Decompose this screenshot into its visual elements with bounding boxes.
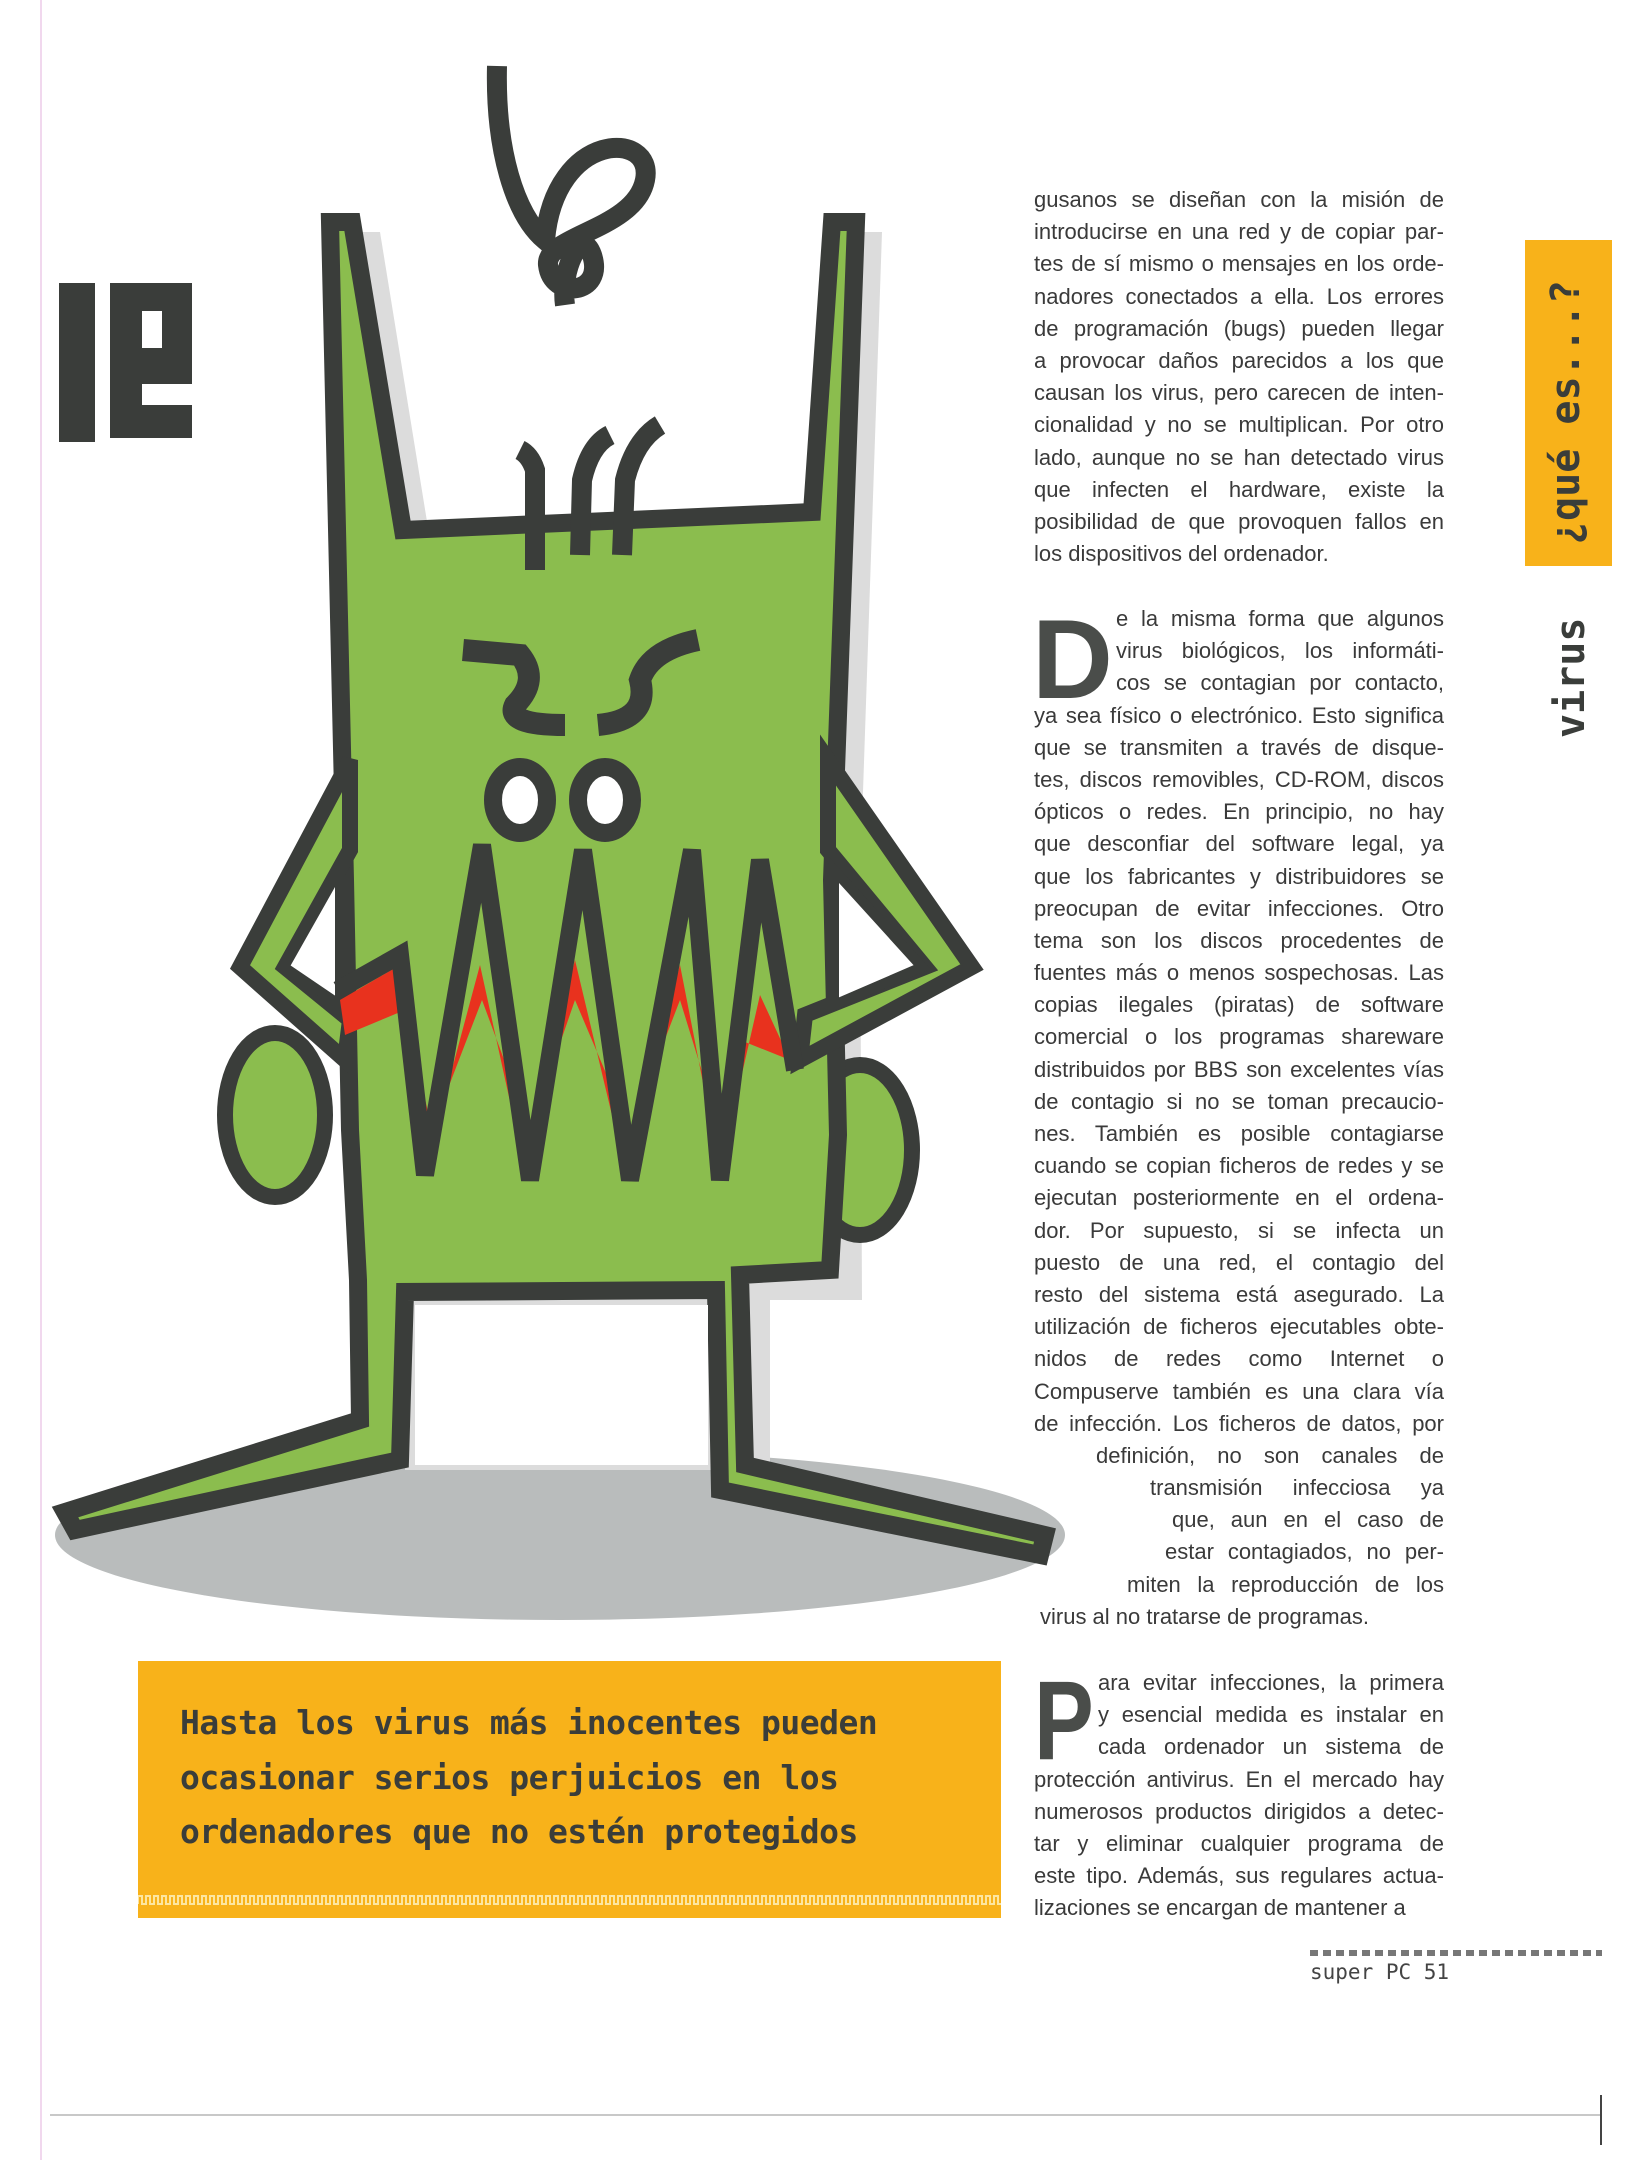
section-name: virus (1548, 617, 1594, 738)
text-line: causan los virus, pero carecen de inten- (1034, 380, 1444, 406)
body-paragraph-2 (1032, 597, 1444, 1633)
text-line: ópticos o redes. En principio, no hay (1034, 799, 1444, 825)
text-line: de infección. Los ficheros de datos, por (1034, 1410, 1444, 1436)
dropcap-d: D (1032, 597, 1113, 722)
leg-gap (415, 1305, 708, 1465)
left-eye (493, 767, 547, 833)
text-line: puesto de una red, el contagio del (1034, 1249, 1444, 1275)
text-line: transmisión infecciosa ya (1150, 1475, 1444, 1501)
text-line: tes, discos removibles, CD-ROM, discos (1034, 766, 1444, 792)
text-line: posibilidad de que provoquen fallos en (1034, 508, 1444, 534)
text-line: a provocar daños parecidos a los que (1034, 347, 1444, 373)
left-hip (225, 1033, 325, 1197)
section-tab (1525, 240, 1612, 566)
text-line: virus biológicos, los informáti- (1116, 638, 1444, 664)
text-line: este tipo. Además, sus regulares actua- (1034, 1863, 1444, 1889)
text-line: los dispositivos del ordenador. (1034, 541, 1329, 567)
text-line: protección antivirus. En el mercado hay (1034, 1766, 1444, 1792)
text-line: copias ilegales (piratas) de software (1034, 992, 1444, 1018)
text-line: cos se contagian por contacto, (1116, 670, 1444, 696)
text-line: preocupan de evitar infecciones. Otro (1034, 895, 1444, 921)
pull-quote-line: ocasionar serios perjuicios en los (180, 1758, 839, 1797)
text-line: e la misma forma que algunos (1116, 606, 1444, 631)
pull-quote (138, 1661, 1001, 1918)
text-line: que desconfiar del software legal, ya (1034, 831, 1444, 857)
text-line: Compuserve también es una clara vía (1034, 1378, 1444, 1404)
text-line: cuando se copian ficheros de redes y se (1034, 1153, 1444, 1179)
text-line: de contagio si no se toman precaucio- (1034, 1088, 1444, 1114)
text-line: utilización de ficheros ejecutables obte- (1034, 1314, 1444, 1340)
text-line: que infecten el hardware, existe la (1034, 476, 1444, 502)
text-line: estar contagiados, no per- (1165, 1539, 1444, 1565)
text-line: lado, aunque no se han detectado virus (1034, 444, 1444, 470)
text-line: nes. También es posible contagiarse (1034, 1121, 1444, 1146)
text-line: dor. Por supuesto, si se infecta un (1034, 1217, 1444, 1243)
text-line: tar y eliminar cualquier programa de (1034, 1830, 1444, 1856)
right-eye (578, 767, 632, 833)
text-line: comercial o los programas shareware (1034, 1024, 1444, 1050)
text-line: resto del sistema está asegurado. La (1034, 1281, 1444, 1307)
section-tab-label: ¿qué es...? (1543, 280, 1589, 545)
text-line: lizaciones se encargan de mantener a (1034, 1895, 1406, 1921)
pull-quote-line: ordenadores que no estén protegidos (180, 1812, 858, 1851)
page-edge-bottom (50, 2114, 1600, 2116)
wave-border (138, 1893, 1001, 1907)
text-line: virus al no tratarse de programas. (1040, 1603, 1369, 1629)
text-line: miten la reproducción de los (1127, 1571, 1444, 1597)
text-line: gusanos se diseñan con la misión de (1034, 187, 1444, 212)
text-line: introducirse en una red y de copiar par- (1034, 219, 1444, 245)
pull-quote-line: Hasta los virus más inocentes pueden (180, 1703, 878, 1742)
page-folio: super PC 51 (1310, 1960, 1450, 1984)
text-line: cionalidad y no se multiplican. Por otro (1034, 412, 1444, 438)
text-line: que, aun en el caso de (1172, 1507, 1444, 1533)
text-line: ejecutan posteriormente en el ordena- (1034, 1185, 1444, 1211)
footer-dotted-rule (1310, 1950, 1602, 1956)
text-line: ara evitar infecciones, la primera (1098, 1670, 1444, 1695)
body-paragraph-1 (1034, 184, 1444, 570)
text-line: de programación (bugs) pueden llegar (1034, 315, 1444, 341)
text-line: cada ordenador un sistema de (1098, 1734, 1444, 1760)
text-line: definición, no son canales de (1096, 1442, 1444, 1468)
text-line: que los fabricantes y distribuidores se (1034, 863, 1444, 889)
text-line: fuentes más o menos sospechosas. Las (1034, 960, 1444, 986)
text-line: numerosos productos dirigidos a detec- (1034, 1798, 1444, 1824)
text-line: que se transmiten a través de disque- (1034, 734, 1444, 760)
text-line: nadores conectados a ella. Los errores (1034, 283, 1444, 309)
text-line: ya sea físico o electrónico. Esto significa (1034, 702, 1444, 728)
antenna (497, 66, 646, 305)
headline-fragment-logo (59, 283, 192, 442)
crop-mark (1600, 2095, 1602, 2145)
text-line: tema son los discos procedentes de (1034, 927, 1444, 953)
text-line: distribuidos por BBS son excelentes vías (1034, 1056, 1444, 1082)
dropcap-p: P (1034, 1658, 1094, 1783)
body-paragraph-3 (1034, 1658, 1444, 1925)
text-line: y esencial medida es instalar en (1098, 1702, 1444, 1728)
text-line: tes de sí mismo o mensajes en los orde- (1034, 251, 1444, 277)
text-line: nidos de redes como Internet o (1034, 1346, 1444, 1372)
